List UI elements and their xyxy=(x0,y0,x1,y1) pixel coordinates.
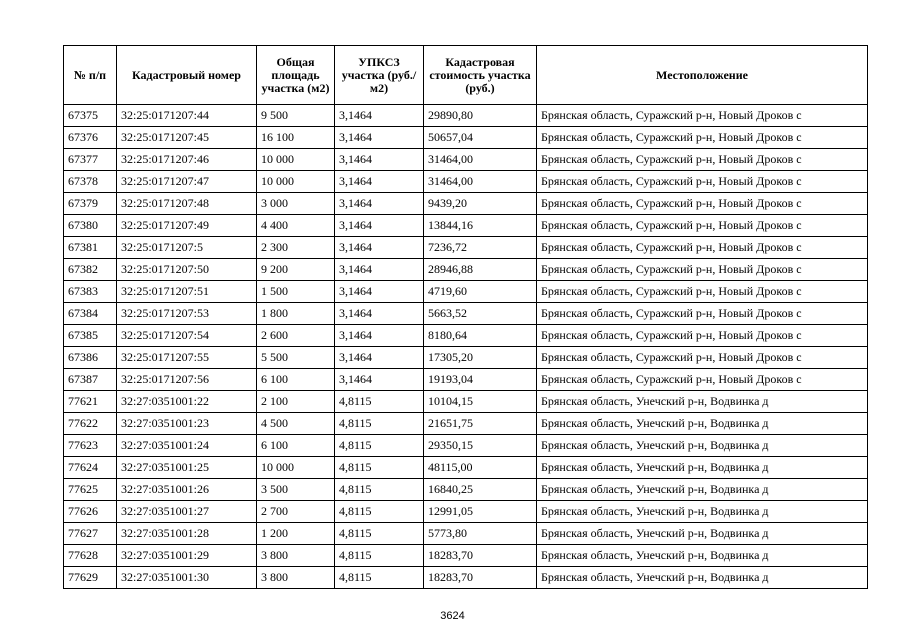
cell-upksz: 3,1464 xyxy=(335,215,424,237)
cell-cadastral-value: 13844,16 xyxy=(424,215,537,237)
cell-cadastral-number: 32:27:0351001:28 xyxy=(117,523,257,545)
cell-cadastral-value: 16840,25 xyxy=(424,479,537,501)
header-row xyxy=(64,46,868,105)
cell-number: 67383 xyxy=(64,281,117,303)
table-row xyxy=(64,105,868,127)
cell-number: 77625 xyxy=(64,479,117,501)
table-row xyxy=(64,281,868,303)
cell-cadastral-number: 32:27:0351001:26 xyxy=(117,479,257,501)
cell-cadastral-number: 32:25:0171207:44 xyxy=(117,105,257,127)
cell-number: 77626 xyxy=(64,501,117,523)
table-row xyxy=(64,347,868,369)
cell-location: Брянская область, Унечский р-н, Водвинка д xyxy=(537,545,868,567)
table-row xyxy=(64,523,868,545)
cell-cadastral-value: 48115,00 xyxy=(424,457,537,479)
table-row xyxy=(64,303,868,325)
cell-upksz: 4,8115 xyxy=(335,457,424,479)
cell-number: 67375 xyxy=(64,105,117,127)
cell-location: Брянская область, Унечский р-н, Водвинка д xyxy=(537,391,868,413)
cell-number: 67380 xyxy=(64,215,117,237)
cell-area: 2 700 xyxy=(257,501,335,523)
cell-upksz: 4,8115 xyxy=(335,391,424,413)
cell-cadastral-value: 5773,80 xyxy=(424,523,537,545)
cell-cadastral-number: 32:25:0171207:55 xyxy=(117,347,257,369)
table-row xyxy=(64,215,868,237)
cell-cadastral-value: 18283,70 xyxy=(424,567,537,589)
cell-area: 2 600 xyxy=(257,325,335,347)
cell-location: Брянская область, Суражский р-н, Новый Дроков с xyxy=(537,347,868,369)
cell-upksz: 3,1464 xyxy=(335,259,424,281)
cell-upksz: 3,1464 xyxy=(335,149,424,171)
cell-upksz: 3,1464 xyxy=(335,171,424,193)
cell-location: Брянская область, Суражский р-н, Новый Дроков с xyxy=(537,193,868,215)
header-upksz: УПКСЗ участка (руб./м2) xyxy=(335,46,424,105)
cell-cadastral-number: 32:27:0351001:29 xyxy=(117,545,257,567)
cell-number: 77622 xyxy=(64,413,117,435)
cell-cadastral-value: 31464,00 xyxy=(424,171,537,193)
cell-upksz: 4,8115 xyxy=(335,413,424,435)
cell-cadastral-number: 32:25:0171207:50 xyxy=(117,259,257,281)
cell-number: 67378 xyxy=(64,171,117,193)
cell-cadastral-number: 32:25:0171207:46 xyxy=(117,149,257,171)
cell-upksz: 4,8115 xyxy=(335,501,424,523)
cell-area: 1 500 xyxy=(257,281,335,303)
cell-cadastral-value: 50657,04 xyxy=(424,127,537,149)
cell-location: Брянская область, Унечский р-н, Водвинка д xyxy=(537,523,868,545)
table-row xyxy=(64,457,868,479)
cell-area: 2 100 xyxy=(257,391,335,413)
cell-location: Брянская область, Суражский р-н, Новый Дроков с xyxy=(537,259,868,281)
cell-location: Брянская область, Суражский р-н, Новый Дроков с xyxy=(537,237,868,259)
cell-area: 2 300 xyxy=(257,237,335,259)
table-row xyxy=(64,237,868,259)
header-number: № п/п xyxy=(64,46,117,105)
table-body xyxy=(64,105,868,589)
header-area: Общая площадь участка (м2) xyxy=(257,46,335,105)
cell-area: 6 100 xyxy=(257,369,335,391)
cell-area: 10 000 xyxy=(257,171,335,193)
cell-location: Брянская область, Суражский р-н, Новый Дроков с xyxy=(537,105,868,127)
cell-number: 67381 xyxy=(64,237,117,259)
cell-cadastral-number: 32:27:0351001:30 xyxy=(117,567,257,589)
cell-area: 6 100 xyxy=(257,435,335,457)
cell-area: 5 500 xyxy=(257,347,335,369)
cell-location: Брянская область, Унечский р-н, Водвинка д xyxy=(537,567,868,589)
cell-cadastral-value: 21651,75 xyxy=(424,413,537,435)
cell-location: Брянская область, Унечский р-н, Водвинка д xyxy=(537,457,868,479)
cell-location: Брянская область, Суражский р-н, Новый Дроков с xyxy=(537,303,868,325)
cell-upksz: 3,1464 xyxy=(335,369,424,391)
table-row xyxy=(64,435,868,457)
cell-location: Брянская область, Суражский р-н, Новый Дроков с xyxy=(537,215,868,237)
cell-upksz: 4,8115 xyxy=(335,523,424,545)
cell-number: 77624 xyxy=(64,457,117,479)
cell-cadastral-value: 18283,70 xyxy=(424,545,537,567)
table-row xyxy=(64,325,868,347)
table-row xyxy=(64,479,868,501)
table-row xyxy=(64,259,868,281)
cell-area: 4 500 xyxy=(257,413,335,435)
table-row xyxy=(64,501,868,523)
table-row xyxy=(64,193,868,215)
cadastral-table xyxy=(63,45,868,589)
cell-cadastral-number: 32:25:0171207:45 xyxy=(117,127,257,149)
cell-cadastral-value: 31464,00 xyxy=(424,149,537,171)
cell-cadastral-value: 5663,52 xyxy=(424,303,537,325)
cell-cadastral-number: 32:25:0171207:47 xyxy=(117,171,257,193)
cell-number: 67386 xyxy=(64,347,117,369)
cell-location: Брянская область, Суражский р-н, Новый Дроков с xyxy=(537,281,868,303)
cell-cadastral-value: 8180,64 xyxy=(424,325,537,347)
cell-upksz: 3,1464 xyxy=(335,237,424,259)
cell-number: 77621 xyxy=(64,391,117,413)
cell-cadastral-value: 7236,72 xyxy=(424,237,537,259)
page-number: 3624 xyxy=(440,610,465,622)
cell-cadastral-number: 32:25:0171207:5 xyxy=(117,237,257,259)
cell-cadastral-number: 32:25:0171207:51 xyxy=(117,281,257,303)
cell-number: 67387 xyxy=(64,369,117,391)
cell-area: 9 200 xyxy=(257,259,335,281)
cell-upksz: 4,8115 xyxy=(335,567,424,589)
cell-number: 67384 xyxy=(64,303,117,325)
cell-number: 67377 xyxy=(64,149,117,171)
table-row xyxy=(64,567,868,589)
table-row xyxy=(64,413,868,435)
cell-location: Брянская область, Суражский р-н, Новый Дроков с xyxy=(537,171,868,193)
cell-cadastral-number: 32:27:0351001:27 xyxy=(117,501,257,523)
cell-cadastral-value: 29350,15 xyxy=(424,435,537,457)
cell-area: 10 000 xyxy=(257,457,335,479)
cell-upksz: 3,1464 xyxy=(335,281,424,303)
cell-cadastral-value: 17305,20 xyxy=(424,347,537,369)
cell-upksz: 4,8115 xyxy=(335,435,424,457)
cell-upksz: 3,1464 xyxy=(335,347,424,369)
cell-area: 3 500 xyxy=(257,479,335,501)
cell-cadastral-number: 32:25:0171207:54 xyxy=(117,325,257,347)
table-row xyxy=(64,127,868,149)
cell-upksz: 4,8115 xyxy=(335,545,424,567)
cell-location: Брянская область, Суражский р-н, Новый Дроков с xyxy=(537,149,868,171)
cell-cadastral-number: 32:25:0171207:48 xyxy=(117,193,257,215)
table-row xyxy=(64,149,868,171)
cell-area: 4 400 xyxy=(257,215,335,237)
cell-cadastral-number: 32:27:0351001:24 xyxy=(117,435,257,457)
cell-number: 67379 xyxy=(64,193,117,215)
table-row xyxy=(64,369,868,391)
cell-number: 77629 xyxy=(64,567,117,589)
cell-location: Брянская область, Суражский р-н, Новый Дроков с xyxy=(537,325,868,347)
cell-location: Брянская область, Суражский р-н, Новый Дроков с xyxy=(537,369,868,391)
cell-area: 1 800 xyxy=(257,303,335,325)
cell-cadastral-value: 12991,05 xyxy=(424,501,537,523)
cell-number: 77623 xyxy=(64,435,117,457)
cell-cadastral-number: 32:27:0351001:25 xyxy=(117,457,257,479)
table-row xyxy=(64,545,868,567)
cell-cadastral-value: 28946,88 xyxy=(424,259,537,281)
table-row xyxy=(64,391,868,413)
cell-location: Брянская область, Суражский р-н, Новый Дроков с xyxy=(537,127,868,149)
cell-number: 77628 xyxy=(64,545,117,567)
cell-area: 10 000 xyxy=(257,149,335,171)
cell-cadastral-number: 32:27:0351001:22 xyxy=(117,391,257,413)
cell-cadastral-value: 29890,80 xyxy=(424,105,537,127)
cell-location: Брянская область, Унечский р-н, Водвинка д xyxy=(537,479,868,501)
cell-cadastral-value: 4719,60 xyxy=(424,281,537,303)
cell-area: 3 800 xyxy=(257,567,335,589)
cell-upksz: 3,1464 xyxy=(335,303,424,325)
cell-location: Брянская область, Унечский р-н, Водвинка д xyxy=(537,501,868,523)
cell-upksz: 3,1464 xyxy=(335,325,424,347)
cell-area: 16 100 xyxy=(257,127,335,149)
cell-upksz: 4,8115 xyxy=(335,479,424,501)
cell-cadastral-value: 19193,04 xyxy=(424,369,537,391)
table-header xyxy=(64,46,868,105)
cell-cadastral-number: 32:27:0351001:23 xyxy=(117,413,257,435)
cell-location: Брянская область, Унечский р-н, Водвинка д xyxy=(537,413,868,435)
cell-area: 3 800 xyxy=(257,545,335,567)
cell-area: 3 000 xyxy=(257,193,335,215)
cell-number: 77627 xyxy=(64,523,117,545)
cell-cadastral-number: 32:25:0171207:49 xyxy=(117,215,257,237)
cell-number: 67376 xyxy=(64,127,117,149)
cell-upksz: 3,1464 xyxy=(335,127,424,149)
cell-area: 1 200 xyxy=(257,523,335,545)
cell-number: 67385 xyxy=(64,325,117,347)
table-row xyxy=(64,171,868,193)
cell-location: Брянская область, Унечский р-н, Водвинка д xyxy=(537,435,868,457)
cell-cadastral-number: 32:25:0171207:56 xyxy=(117,369,257,391)
cell-upksz: 3,1464 xyxy=(335,193,424,215)
cell-cadastral-value: 9439,20 xyxy=(424,193,537,215)
header-cadastral-value: Кадастровая стоимость участка (руб.) xyxy=(424,46,537,105)
cell-area: 9 500 xyxy=(257,105,335,127)
header-cadastral-number: Кадастровый номер xyxy=(117,46,257,105)
cell-upksz: 3,1464 xyxy=(335,105,424,127)
cell-cadastral-value: 10104,15 xyxy=(424,391,537,413)
header-location: Местоположение xyxy=(537,46,868,105)
cell-cadastral-number: 32:25:0171207:53 xyxy=(117,303,257,325)
cell-number: 67382 xyxy=(64,259,117,281)
